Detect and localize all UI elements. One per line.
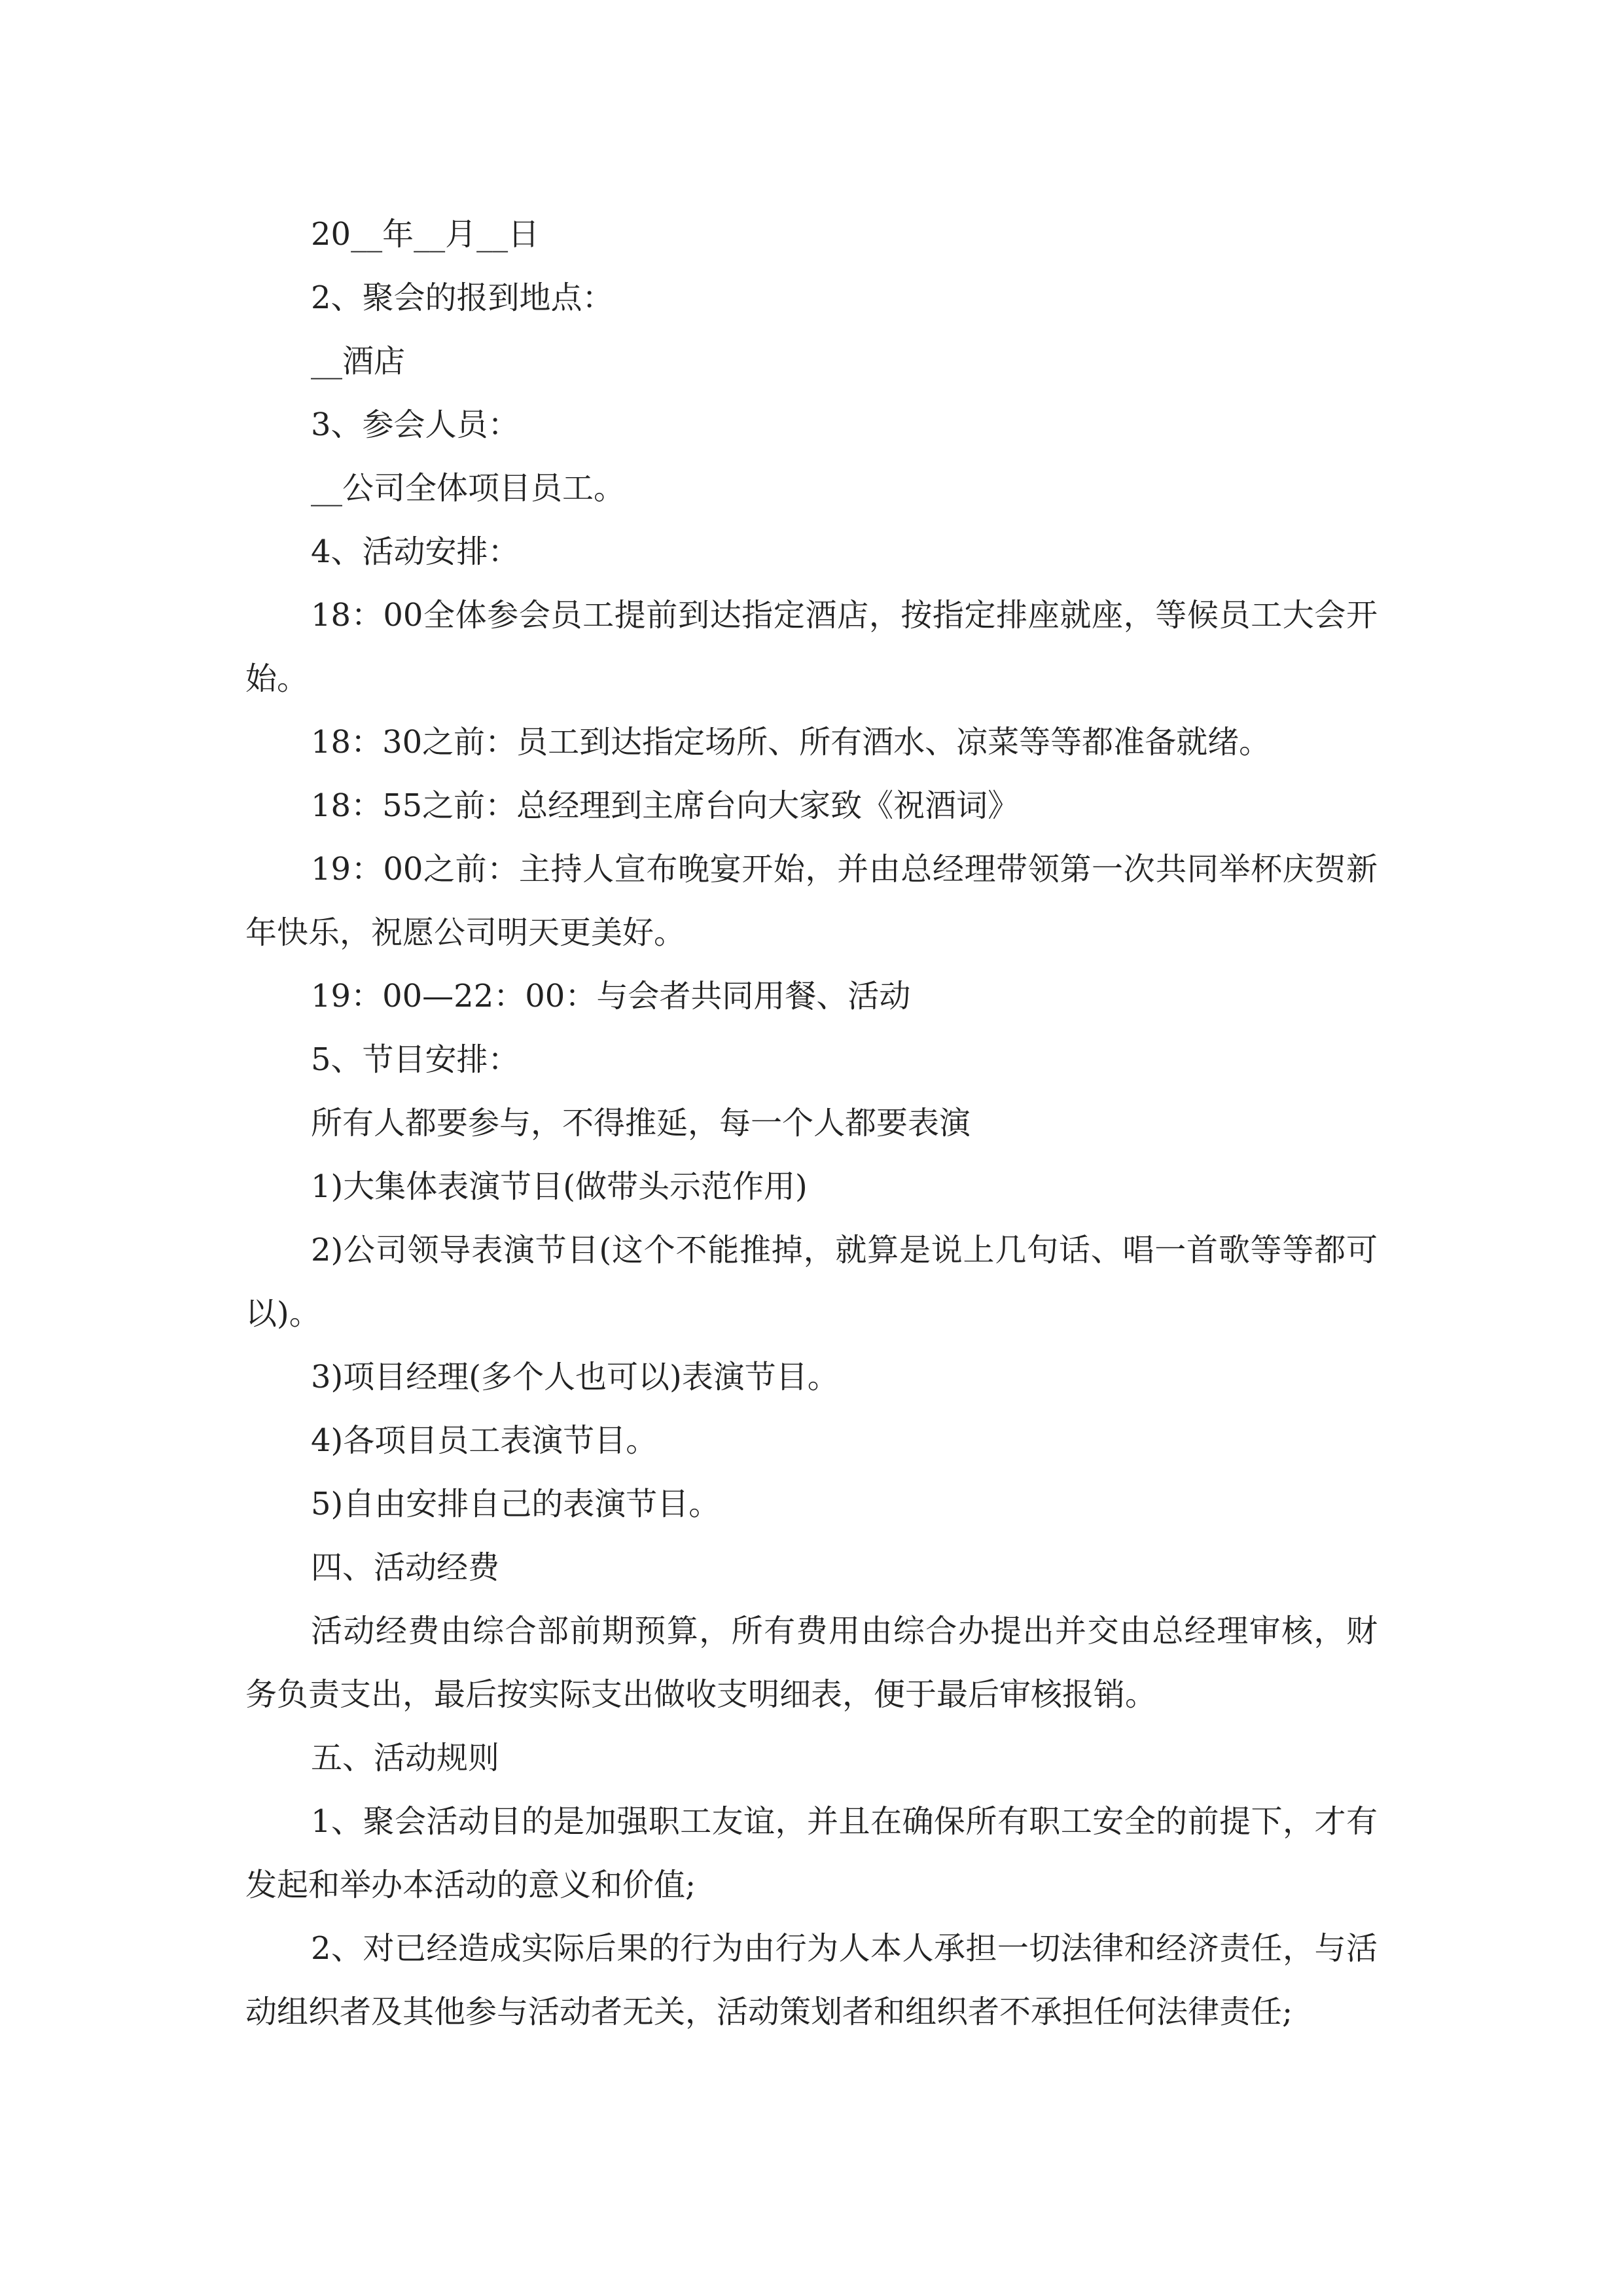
attendees-text: __公司全体项目员工。 <box>311 470 626 507</box>
section-heading-schedule: 4、活动安排： <box>311 533 520 570</box>
rule-item: 2、对已经造成实际后果的行为由行为人本人承担一切法律和经济责任，与活动组织者及其他参与活动者无关，活动策划者和组织者不承担任何法律责任; <box>245 1930 1378 2030</box>
section-heading-attendees: 3、参会人员： <box>311 406 520 443</box>
section-heading-venue: 2、聚会的报到地点： <box>311 279 614 316</box>
program-item: 4)各项目员工表演节目。 <box>311 1422 658 1459</box>
venue-text: __酒店 <box>311 343 406 380</box>
budget-text: 活动经费由综合部前期预算，所有费用由综合办提出并交由总经理审核，财务负责支出，最后按实际支出做收支明细表，便于最后审核报销。 <box>245 1613 1378 1713</box>
schedule-item: 19：00之前：主持人宣布晚宴开始，并由总经理带领第一次共同举杯庆贺新年快乐，祝愿公司明天更美好。 <box>245 851 1378 951</box>
schedule-item: 18：55之前：总经理到主席台向大家致《祝酒词》 <box>311 787 1020 824</box>
section-heading-program: 5、节目安排： <box>311 1041 520 1078</box>
program-item: 1)大集体表演节目(做带头示范作用) <box>311 1168 808 1205</box>
program-item: 5)自由安排自己的表演节目。 <box>311 1486 721 1522</box>
schedule-item: 18：30之前：员工到达指定场所、所有酒水、凉菜等等都准备就绪。 <box>311 724 1271 761</box>
schedule-item: 19：00—22：00：与会者共同用餐、活动 <box>311 978 911 1014</box>
program-intro: 所有人都要参与，不得推延，每一个人都要表演 <box>311 1105 971 1141</box>
document-body <box>245 203 1378 2044</box>
schedule-item: 18：00全体参会员工提前到达指定酒店，按指定排座就座，等候员工大会开始。 <box>245 597 1378 697</box>
section-heading-rules: 五、活动规则 <box>311 1740 500 1776</box>
program-item: 3)项目经理(多个人也可以)表演节目。 <box>311 1359 839 1395</box>
section-heading-budget: 四、活动经费 <box>311 1549 500 1586</box>
rule-item: 1、聚会活动目的是加强职工友谊，并且在确保所有职工安全的前提下，才有发起和举办本活动的意义和价值; <box>245 1803 1378 1903</box>
program-item: 2)公司领导表演节目(这个不能推掉，就算是说上几句话、唱一首歌等等都可以)。 <box>245 1232 1378 1332</box>
date-line: 20__年__月__日 <box>311 216 540 253</box>
